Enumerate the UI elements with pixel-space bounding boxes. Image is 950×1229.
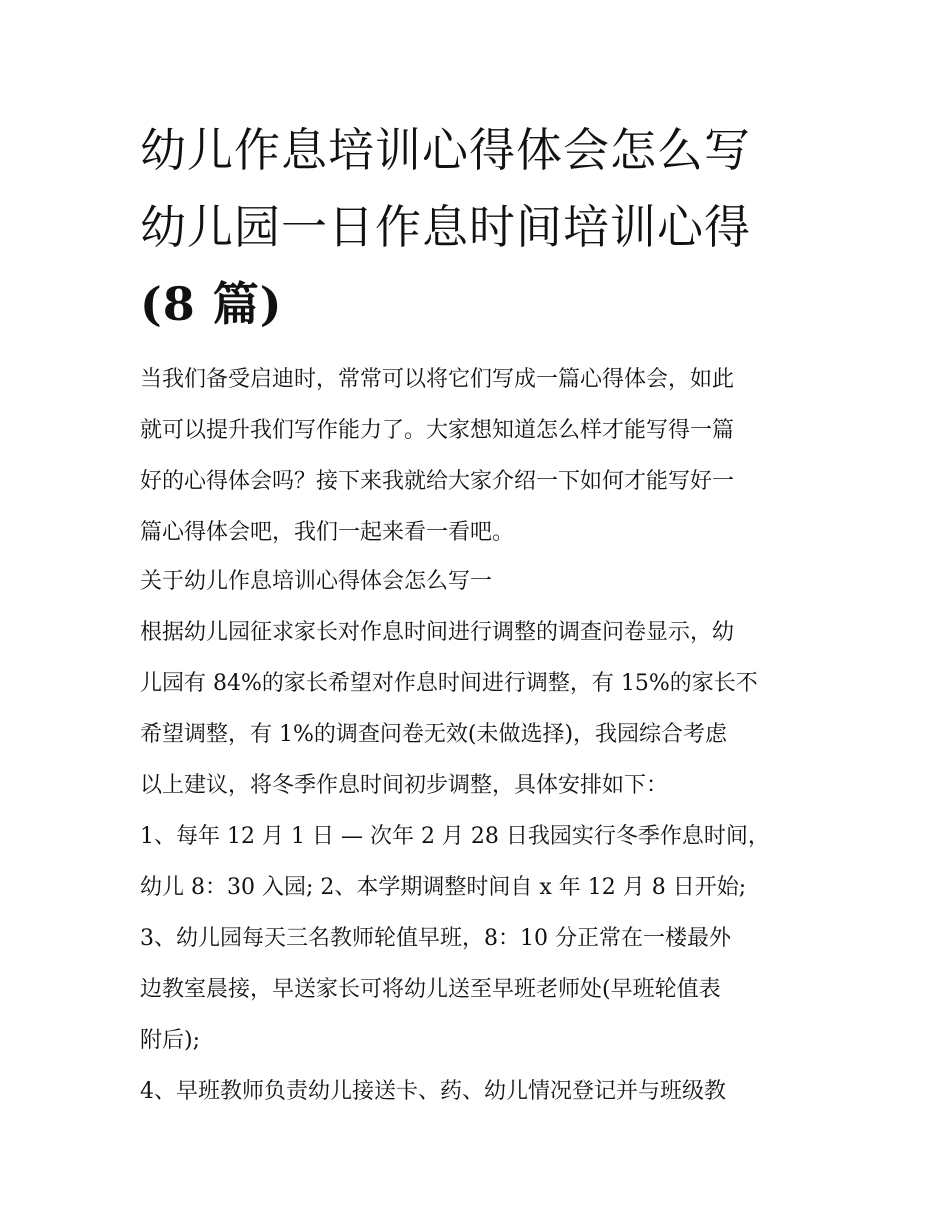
section-heading: 关于幼儿作息培训心得体会怎么写一 [140,569,493,594]
title-line-1: 幼儿作息培训心得体会怎么写 [140,123,751,177]
document-title [140,112,830,343]
paragraph-line: 当我们备受启迪时，常常可以将它们写成一篇心得体会，如此 [140,367,735,392]
paragraph-line: 篇心得体会吧，我们一起来看一看吧。 [140,520,515,545]
paragraph-line: 根据幼儿园征求家长对作息时间进行调整的调查问卷显示，幼 [140,620,735,645]
list-item-line: 1、每年 12 月 1 日 — 次年 2 月 28 日我园实行冬季作息时间， [140,824,770,849]
list-item-line: 幼儿 8：30 入园; 2、本学期调整时间自 x 年 12 月 8 日开始; [140,875,747,900]
paragraph-line: 儿园有 84%的家长希望对作息时间进行调整，有 15%的家长不 [140,671,758,696]
paragraph-line: 希望调整，有 1%的调查问卷无效(未做选择)，我园综合考虑 [140,722,728,747]
paragraph-line: 就可以提升我们写作能力了。大家想知道怎么样才能写得一篇 [140,418,735,443]
list-item-line: 4、早班教师负责幼儿接送卡、药、幼儿情况登记并与班级教 [140,1079,726,1104]
list-item-line: 边教室晨接，早送家长可将幼儿送至早班老师处(早班轮值表 [140,977,721,1002]
paragraph-line: 好的心得体会吗？接下来我就给大家介绍一下如何才能写好一 [140,469,735,494]
list-item-line: 3、幼儿园每天三名教师轮值早班，8：10 分正常在一楼最外 [140,926,731,951]
title-line-2: 幼儿园一日作息时间培训心得 [140,200,751,254]
title-line-3: (8 篇) [140,277,283,331]
list-item-line: 附后); [140,1028,200,1053]
paragraph-line: 以上建议，将冬季作息时间初步调整，具体安排如下： [140,773,669,798]
